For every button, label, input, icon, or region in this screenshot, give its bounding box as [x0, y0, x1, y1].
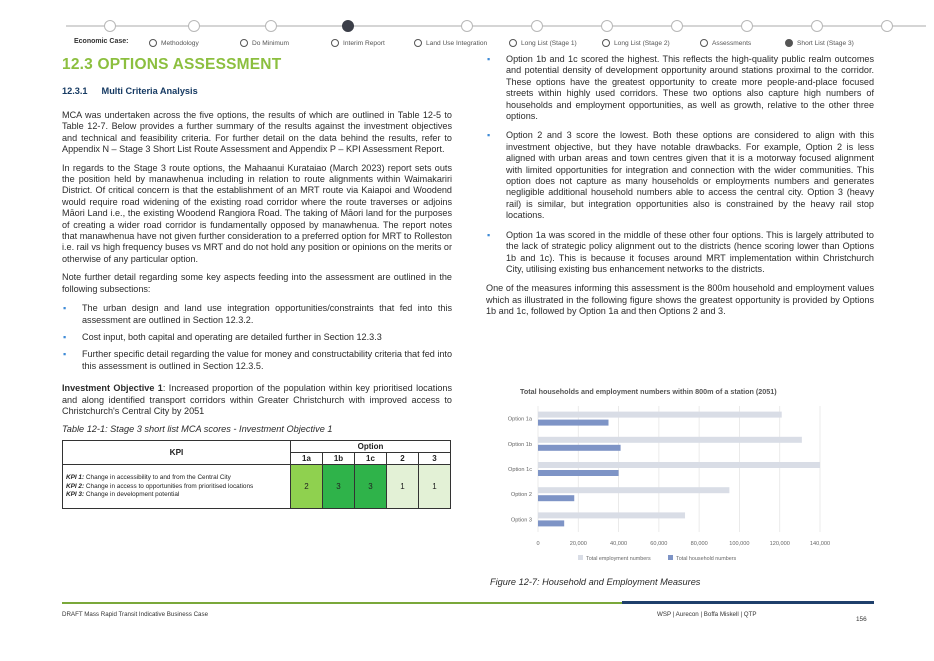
progress-node[interactable] — [601, 20, 613, 32]
table-caption: Table 12-1: Stage 3 short list MCA scores - Investment Objective 1 — [62, 424, 333, 435]
progress-node[interactable] — [671, 20, 683, 32]
option-col-header: 1c — [355, 453, 387, 465]
right-column — [486, 54, 874, 318]
household-employment-chart — [490, 380, 835, 575]
kpi-list — [63, 465, 291, 509]
figure-caption: Figure 12-7: Household and Employment Measures — [490, 577, 701, 587]
paragraph: MCA was undertaken across the five options, the results of which are outlined in Table 12-5 to Table 12-7. Below provides a further summary of the results against the investment objectives and technical and feasibility criteria. For further detail on the data behind the results, refer to Appendix N – Stage 3 Short List Route Assessment and Appendix P – KPI Assessment Report. — [62, 110, 452, 155]
bullet-item: ▪ Option 1b and 1c scored the highest. This reflects the high-quality public realm outcomes and potential density of development opportunity around stations proximal to the corridor. These options have the greatest opportunity to create more people-and-place focused streets within highly used corridors. These two options also capture high numbers of households and employment opportunities, as well as growth, relative to the other three options. — [487, 54, 874, 122]
option-col-header: 1b — [323, 453, 355, 465]
stage-tab-assessments[interactable]: Assessments — [700, 38, 751, 48]
score-cell: 3 — [355, 465, 387, 509]
subsection-title: Multi Criteria Analysis — [101, 86, 198, 96]
bullet-icon: ▪ — [487, 54, 491, 64]
score-cell: 1 — [419, 465, 451, 509]
category-label: Option 1a — [507, 416, 532, 423]
x-tick-label: 0 — [536, 541, 540, 547]
stage-tab-interim-report[interactable]: Interim Report — [331, 38, 385, 48]
kpi-item: KPI 2: Change in access to opportunities from prioritised locations — [66, 482, 254, 490]
x-tick-label: 120,000 — [769, 541, 790, 547]
chart-svg — [490, 380, 835, 575]
employment-bar — [538, 412, 782, 418]
progress-node[interactable] — [265, 20, 277, 32]
category-label: Option 1b — [507, 441, 532, 448]
radio-icon — [240, 39, 248, 47]
score-cell: 1 — [387, 465, 419, 509]
progress-node[interactable] — [741, 20, 753, 32]
legend-label: Total household numbers — [676, 556, 737, 562]
paragraph: One of the measures informing this assessment is the 800m household and employment values which as illustrated in the following figure shows the greatest opportunity is provided by Options 1b and 1c, followed by Option 1a and then Options 2 and 3. — [486, 283, 874, 317]
option-col-header: 1a — [291, 453, 323, 465]
x-tick-label: 80,000 — [690, 541, 708, 547]
stage-tab-long-list-stage-1[interactable]: Long List (Stage 1) — [509, 38, 577, 48]
radio-icon — [149, 39, 157, 47]
progress-node[interactable] — [881, 20, 893, 32]
employment-bar — [538, 462, 820, 468]
progress-node[interactable] — [461, 20, 473, 32]
progress-node[interactable] — [104, 20, 116, 32]
x-tick-label: 100,000 — [729, 541, 750, 547]
x-tick-label: 20,000 — [569, 541, 587, 547]
stage-tab-do-minimum[interactable]: Do Minimum — [240, 38, 289, 48]
household-bar — [538, 470, 619, 476]
bullet-item: ▪ Option 2 and 3 score the lowest. Both these options are considered to align with this investment objective, but they have notable drawbacks. For example, Option 2 is less aligned with urban areas and town centres given that it is a motorway focused alignment with limited opportunities for integration and connection with the wider communities. This option does not capture as many households or employments numbers and generates negligible additional household numbers able to access the central city. Option 3 (heavy rail) is similar, but integration opportunities also is constrained by the heavy rail stop locations. — [487, 130, 874, 221]
x-tick-label: 40,000 — [610, 541, 628, 547]
bullet-icon: ▪ — [63, 349, 67, 360]
subsection-heading — [62, 86, 452, 96]
page-number: 156 — [856, 616, 867, 623]
legend-swatch — [578, 555, 583, 560]
legend-label: Total employment numbers — [586, 556, 651, 562]
radio-icon — [602, 39, 610, 47]
bullet-item: ▪ Further specific detail regarding the value for money and constructability criteria that fed into this assessment is outlined in Section 12.3.5. — [63, 349, 453, 371]
chart-title: Total households and employment numbers within 800m of a station (2051) — [520, 387, 777, 396]
category-label: Option 3 — [510, 517, 532, 524]
kpi-header: KPI — [63, 441, 291, 465]
stage-tab-long-list-stage-2[interactable]: Long List (Stage 2) — [602, 38, 670, 48]
paragraph: In regards to the Stage 3 route options, the Mahaanui Kurataiao (March 2023) report sets outs the position held by manawhenua including in relation to route alignments within Waimakariri District. Of critical concern is that the establishment of an MRT route via Kaiapoi and Woodend would require road widening of the existing road corridor where the route traverses or adjoins Māori Land i.e., the existing Woodend Rangiora Road. The taking of Māori land for the purposes of creating a wider road corridor is fundamentally opposed by manawhenua. The report notes that manawhenua have not given further consideration to a preferred option for MRT to Rolleston i.e. rail vs high frequency buses vs MRT and do not hold any position or opinions on the merits or otherwise of any particular option. — [62, 162, 452, 264]
kpi-item: KPI 3: Change in development potential — [66, 491, 180, 499]
option-col-header: 2 — [387, 453, 419, 465]
option-col-header: 3 — [419, 453, 451, 465]
authors: WSP | Aurecon | Boffa Miskell | QTP — [657, 611, 757, 618]
bullet-icon: ▪ — [63, 303, 67, 314]
progress-node[interactable] — [531, 20, 543, 32]
bullet-item: ▪ The urban design and land use integration opportunities/constraints that fed into this assessment are outlined in Section 12.3.2. — [63, 303, 452, 325]
x-tick-label: 60,000 — [650, 541, 668, 547]
employment-bar — [538, 487, 729, 493]
radio-icon — [331, 39, 339, 47]
document-title: DRAFT Mass Rapid Transit Indicative Business Case — [62, 611, 209, 618]
bullet-icon: ▪ — [487, 130, 491, 141]
radio-icon — [414, 39, 422, 47]
bullet-icon: ▪ — [487, 229, 491, 240]
economic-case-label: Economic Case: — [74, 38, 129, 45]
category-label: Option 2 — [510, 492, 532, 499]
paragraph: Note further detail regarding some key aspects feeding into the assessment are outlined in the following subsections: — [62, 272, 452, 294]
progress-node[interactable] — [188, 20, 200, 32]
score-cell: 3 — [323, 465, 355, 509]
radio-icon — [700, 39, 708, 47]
stage-tab-methodology[interactable]: Methodology — [149, 38, 199, 48]
category-label: Option 1c — [508, 467, 532, 473]
radio-icon — [509, 39, 517, 47]
objective-label: Investment Objective 1 — [62, 383, 163, 394]
left-column — [62, 54, 452, 509]
household-bar — [538, 420, 609, 426]
investment-objective-paragraph: Investment Objective 1: Increased proportion of the population within key prioritised locations and along identified transport corridors within Greater Christchurch with improved access to Christchurch's Central City by 2051 — [62, 383, 452, 416]
stage-progress — [0, 0, 934, 56]
employment-bar — [538, 437, 802, 443]
x-tick-label: 140,000 — [809, 541, 831, 547]
bullet-icon: ▪ — [63, 331, 67, 342]
section-title: 12.3 OPTIONS ASSESSMENT — [62, 56, 282, 73]
stage-tab-short-list-stage-3[interactable]: Short List (Stage 3) — [785, 38, 854, 48]
household-bar — [538, 495, 574, 501]
kpi-item: KPI 1: Change in accessibility to and from the Central City — [66, 474, 231, 482]
household-bar — [538, 520, 564, 526]
option-header: Option — [291, 441, 451, 453]
household-bar — [538, 445, 621, 451]
footer-rule-accent — [622, 601, 874, 604]
employment-bar — [538, 512, 685, 518]
bullet-item: ▪ Cost input, both capital and operating are detailed further in Section 12.3.3 — [63, 331, 382, 342]
subsection-number: 12.3.1 — [62, 86, 88, 96]
bullet-item: ▪ Option 1a was scored in the middle of these other four options. This is largely attributed to the lack of strategic policy alignment out to the districts (hence scoring lower than Options 1b and 1c). This is because it focuses around MRT implementation within Christchurch City, utilising existing bus enhancement networks to the districts. — [487, 229, 874, 274]
legend-swatch — [668, 555, 673, 560]
score-cell: 2 — [291, 465, 323, 509]
stage-tab-land-use-integration[interactable]: Land Use Integration — [414, 38, 487, 48]
progress-node-current[interactable] — [342, 20, 354, 32]
radio-icon — [785, 39, 793, 47]
progress-node[interactable] — [811, 20, 823, 32]
mca-table — [62, 440, 451, 509]
